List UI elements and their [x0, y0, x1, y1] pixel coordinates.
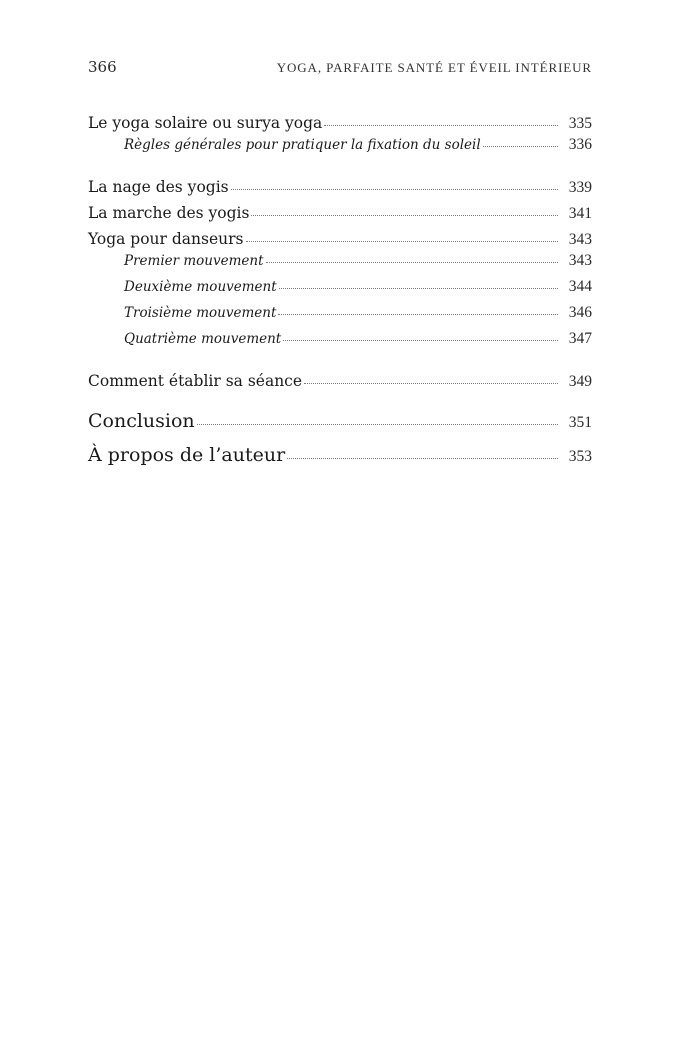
toc-entry-label: La marche des yogis	[88, 204, 250, 222]
toc-subentry[interactable]	[88, 136, 592, 158]
toc-subentry[interactable]	[88, 330, 592, 356]
dot-leader	[246, 241, 559, 242]
toc-entry-page: 347	[568, 330, 592, 347]
dot-leader	[278, 314, 558, 315]
toc-entry-label: Troisième mouvement	[124, 305, 277, 321]
toc-entry-page: 346	[568, 304, 592, 321]
toc-entry[interactable]	[88, 230, 592, 252]
toc-entry-label: Comment établir sa séance	[88, 372, 303, 390]
dot-leader	[287, 458, 558, 459]
toc-entry-label: À propos de l’auteur	[88, 444, 286, 466]
table-of-contents	[88, 114, 592, 478]
toc-entry[interactable]	[88, 114, 592, 136]
dot-leader	[266, 262, 558, 263]
toc-entry-label: Deuxième mouvement	[124, 279, 277, 295]
toc-subentry[interactable]	[88, 278, 592, 304]
dot-leader	[304, 383, 558, 384]
dot-leader	[197, 424, 558, 425]
dot-leader	[283, 340, 558, 341]
toc-entry-label: Règles générales pour pratiquer la fixation du soleil	[124, 137, 481, 153]
toc-entry-label: Premier mouvement	[124, 253, 264, 269]
toc-chapter[interactable]	[88, 410, 592, 444]
toc-chapter[interactable]	[88, 444, 592, 478]
toc-entry-label: Le yoga solaire ou surya yoga	[88, 114, 323, 132]
toc-entry-page: 341	[568, 205, 592, 222]
toc-entry-page: 336	[568, 136, 592, 153]
toc-entry-page: 335	[568, 115, 592, 132]
dot-leader	[483, 146, 558, 147]
toc-entry[interactable]	[88, 178, 592, 204]
toc-entry-page: 344	[568, 278, 592, 295]
toc-entry-page: 349	[568, 373, 592, 390]
toc-entry-page: 343	[568, 231, 592, 248]
page-number: 366	[88, 58, 117, 76]
toc-entry[interactable]	[88, 204, 592, 230]
dot-leader	[324, 125, 558, 126]
toc-entry-page: 351	[568, 414, 592, 431]
book-title: YOGA, PARFAITE SANTÉ ET ÉVEIL INTÉRIEUR	[276, 60, 592, 75]
toc-entry-page: 339	[568, 179, 592, 196]
dot-leader	[251, 215, 558, 216]
toc-entry[interactable]	[88, 372, 592, 398]
toc-entry-page: 353	[568, 448, 592, 465]
toc-entry-label: Conclusion	[88, 410, 195, 432]
dot-leader	[279, 288, 558, 289]
toc-entry-label: Quatrième mouvement	[124, 331, 282, 347]
running-header	[88, 58, 592, 82]
toc-entry-label: La nage des yogis	[88, 178, 229, 196]
toc-entry-label: Yoga pour danseurs	[88, 230, 244, 248]
toc-subentry[interactable]	[88, 252, 592, 278]
dot-leader	[231, 189, 558, 190]
toc-entry-page: 343	[568, 252, 592, 269]
toc-subentry[interactable]	[88, 304, 592, 330]
